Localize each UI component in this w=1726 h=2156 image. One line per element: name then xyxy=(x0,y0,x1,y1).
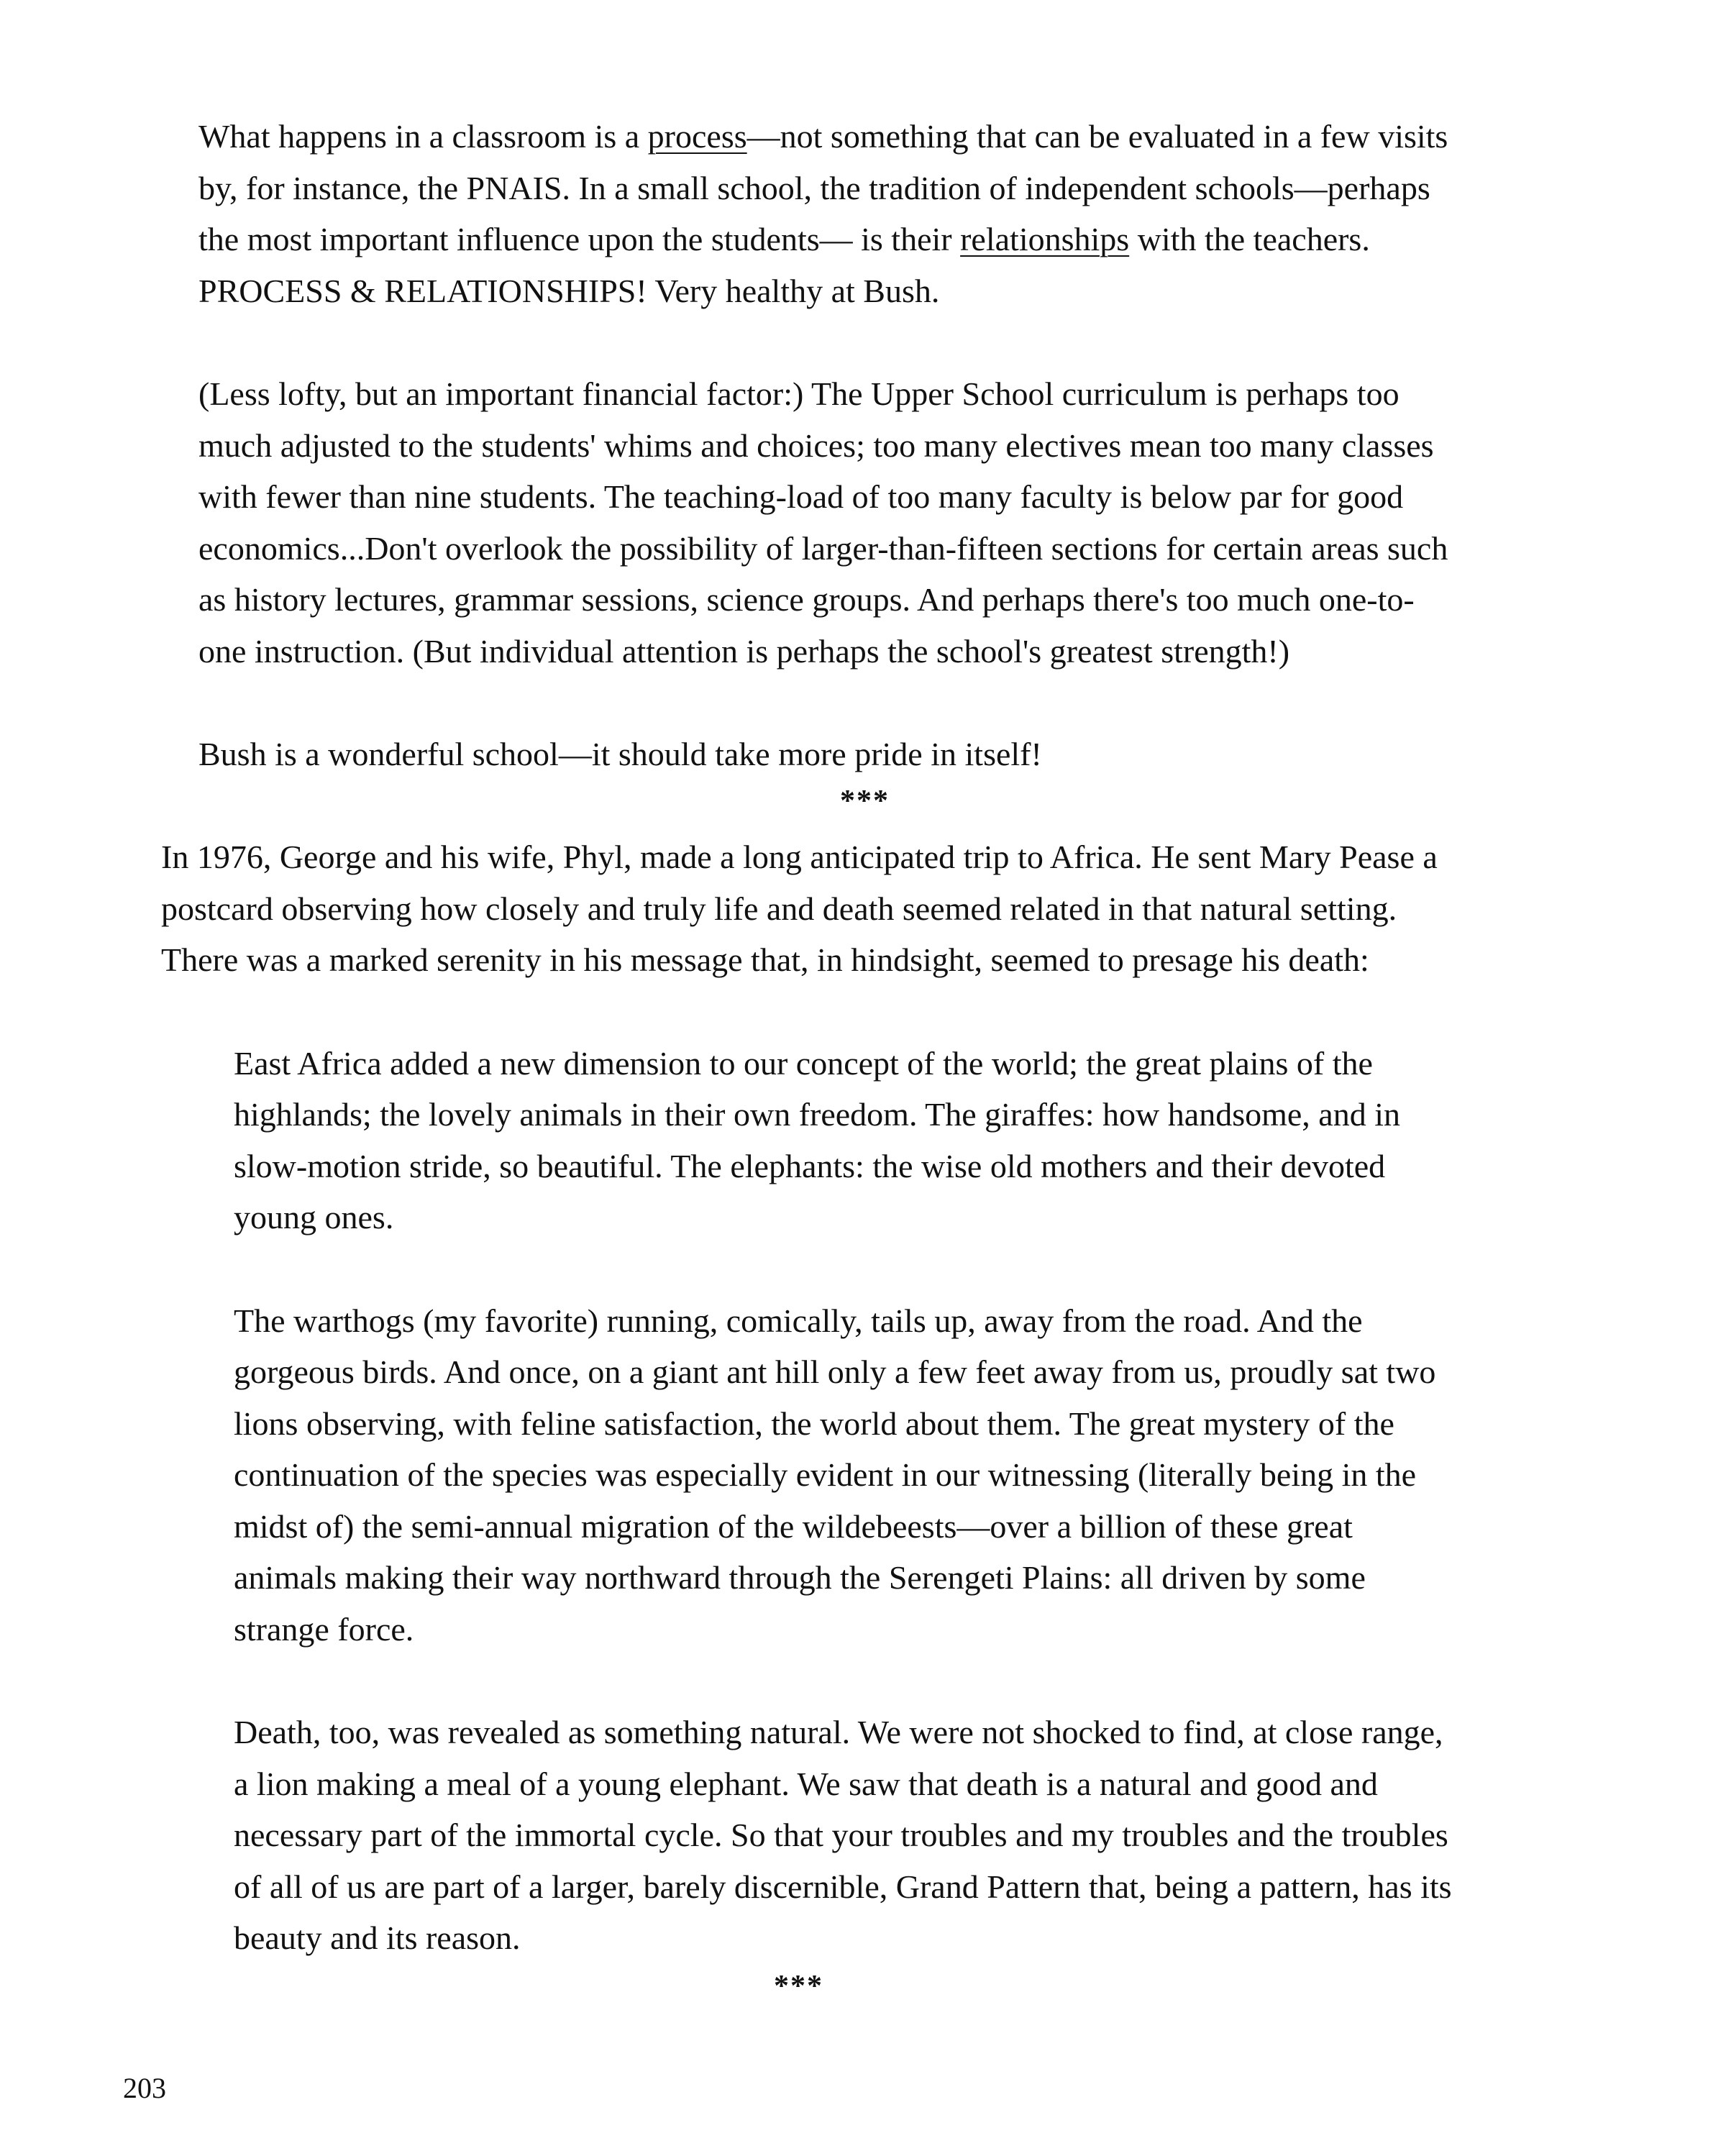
narrative-line: In 1976, George and his wife, Phyl, made a long anticipated trip to Africa. He sent Mary Pease a xyxy=(161,839,1438,875)
narrative-line: There was a marked serenity in his message that, in hindsight, seemed to presage his death: xyxy=(161,941,1369,978)
quote-africa-line: of all of us are part of a larger, barely discernible, Grand Pattern that, being a pattern, has its xyxy=(234,1868,1452,1905)
quote-school-line: much adjusted to the students' whims and choices; too many electives mean too many classes xyxy=(198,427,1434,464)
quote-school-line: (Less lofty, but an important financial factor:) The Upper School curriculum is perhaps too xyxy=(198,375,1399,412)
quote-school-line: by, for instance, the PNAIS. In a small school, the tradition of independent schools—perhaps xyxy=(198,170,1430,206)
underlined-word-process: process xyxy=(647,118,747,155)
text-run: the most important influence upon the students— is their xyxy=(198,221,961,257)
quote-africa-line: a lion making a meal of a young elephant. We saw that death is a natural and good and xyxy=(234,1766,1378,1802)
quote-school-line: economics...Don't overlook the possibility of larger-than-fifteen sections for certain areas such xyxy=(198,530,1448,567)
text-run: What happens in a classroom is a xyxy=(198,118,648,155)
quote-africa-line: The warthogs (my favorite) running, comically, tails up, away from the road. And the xyxy=(234,1302,1363,1339)
quote-school-line xyxy=(198,111,1448,163)
quote-africa-line: slow-motion stride, so beautiful. The elephants: the wise old mothers and their devoted xyxy=(234,1148,1386,1184)
quote-school-line: Bush is a wonderful school—it should take more pride in itself! xyxy=(198,736,1042,772)
underlined-word-relationships: relationships xyxy=(960,221,1130,257)
section-separator: *** xyxy=(840,785,890,818)
quote-africa-line: gorgeous birds. And once, on a giant ant hill only a few feet away from us, proudly sat two xyxy=(234,1353,1436,1390)
quote-school-line: one instruction. (But individual attention is perhaps the school's greatest strength!) xyxy=(198,633,1290,670)
quote-africa-line: highlands; the lovely animals in their own freedom. The giraffes: how handsome, and in xyxy=(234,1096,1400,1133)
quote-school-line: PROCESS & RELATIONSHIPS! Very healthy at Bush. xyxy=(198,273,940,309)
quote-school-line: as history lectures, grammar sessions, science groups. And perhaps there's too much one-to- xyxy=(198,581,1415,618)
quote-africa-line: necessary part of the immortal cycle. So that your troubles and my troubles and the troubles xyxy=(234,1817,1448,1853)
quote-africa-line: strange force. xyxy=(234,1611,414,1648)
narrative-line: postcard observing how closely and truly life and death seemed related in that natural setting. xyxy=(161,890,1397,927)
quote-school-line: with fewer than nine students. The teaching-load of too many faculty is below par for good xyxy=(198,478,1404,515)
quote-africa-line: young ones. xyxy=(234,1199,394,1235)
quote-africa-line: midst of) the semi-annual migration of the wildebeests—over a billion of these great xyxy=(234,1508,1353,1545)
quote-africa-line: continuation of the species was especially evident in our witnessing (literally being in the xyxy=(234,1456,1417,1493)
text-run: —not something that can be evaluated in a few visits xyxy=(746,118,1448,155)
text-run: with the teachers. xyxy=(1129,221,1370,257)
section-separator: *** xyxy=(774,1970,823,2003)
quote-africa-line: Death, too, was revealed as something natural. We were not shocked to find, at close range, xyxy=(234,1714,1443,1750)
quote-africa-line: East Africa added a new dimension to our concept of the world; the great plains of the xyxy=(234,1045,1373,1082)
page-number: 203 xyxy=(123,2072,166,2104)
quote-school-line xyxy=(198,214,1370,265)
quote-africa-line: animals making their way northward through the Serengeti Plains: all driven by some xyxy=(234,1559,1366,1596)
quote-africa-line: lions observing, with feline satisfaction, the world about them. The great mystery of the xyxy=(234,1405,1394,1442)
quote-africa-line: beauty and its reason. xyxy=(234,1919,521,1956)
